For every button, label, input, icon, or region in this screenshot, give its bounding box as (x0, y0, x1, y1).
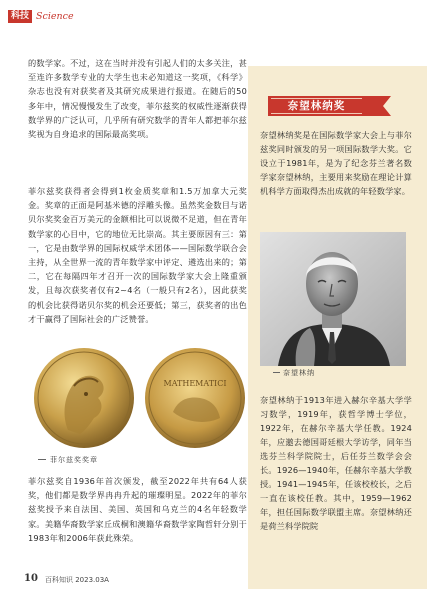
page-number: 10 (24, 573, 38, 584)
medal-front (34, 348, 134, 448)
fields-medal-photo (28, 346, 247, 450)
nevanlinna-portrait (260, 232, 406, 366)
portrait-caption: 奈望林纳 (283, 369, 315, 377)
body-paragraph-1: 的数学家。不过，这在当时并没有引起人们的太多关注，甚至连许多数学专业的大学生也未必知道这一奖项，《科学》杂志也没有对获奖者及其研究成果进行报道。在随后的50多年中，情况慢慢发生了改变，菲尔兹奖的权威性逐渐获得数学界的广泛认可，几乎所有研究数学的青年人都把菲尔兹奖视为自身追求的国际最高奖项。 (28, 58, 247, 140)
issue-info: 百科知识 2023.03A (45, 576, 109, 584)
medal-caption: 菲尔兹奖奖章 (50, 456, 98, 464)
section-tag: 科技 (8, 10, 32, 23)
medal-inscription: MATHEMATICI (163, 379, 227, 388)
sidebar-paragraph-1: 奈望林纳奖是在国际数学家大会上与菲尔兹奖同时颁发的另一项国际数学大奖。它设立于1981年，是为了纪念芬兰著名数学家奈望林纳，主要用来奖励在理论计算机科学方面取得杰出成就的年轻数学家。 (260, 130, 412, 196)
section-label-en: Science (36, 10, 74, 22)
sidebar-paragraph-2: 奈望林纳于1913年进入赫尔辛基大学学习数学，1919年，获哲学博士学位，1922年，在赫尔辛基大学任教。1924年，应邀去德国哥廷根大学访学，同年当选芬兰科学院院士，后任芬兰数学会会长。1926—1940年，任赫尔辛基大学教授。1941—1945年，任该校校长，之后一直在该校任教。其中，1959—1962年，担任国际数学联盟主席。奈望林纳还是荷兰科学院院 (260, 395, 412, 531)
section-header (8, 9, 74, 23)
banner-ribbon-icon (365, 96, 395, 116)
body-paragraph-3: 菲尔兹奖自1936年首次颁发，截至2022年共有64人获奖，他们都是数学界冉冉升起的璀璨明星。2022年的菲尔兹奖授予来自法国、美国、英国和乌克兰的4名年轻数学家。美籍华裔数学家丘成桐和澳籍华裔数学家陶哲轩分别于1983年和2006年获此殊荣。 (28, 476, 247, 543)
sidebar-title: 奈望林纳奖 (268, 96, 365, 116)
body-paragraph-2: 菲尔兹奖获得者会得到1枚金质奖章和1.5万加拿大元奖金。奖章的正面是阿基米德的浮雕头像。虽然奖金数目与诺贝尔奖奖金百万美元的金额相比可以说微不足道，但在青年数学家的心目中，它的地位无比崇高。其主要原因有三：第一，它是由数学界的国际权威学术团体——国际数学联合会主持，从全世界一流的青年数学家中评定、遴选出来的；第二，它在每隔四年才召开一次的国际数学家大会上隆重颁发，且每次获奖者仅有2~4名（一般只有2名），因此获奖的机会比获得诺贝尔奖的机会还要低；第三，获奖者的出色才干赢得了国际社会的广泛赞誉。 (28, 186, 247, 324)
medal-back (145, 348, 245, 448)
